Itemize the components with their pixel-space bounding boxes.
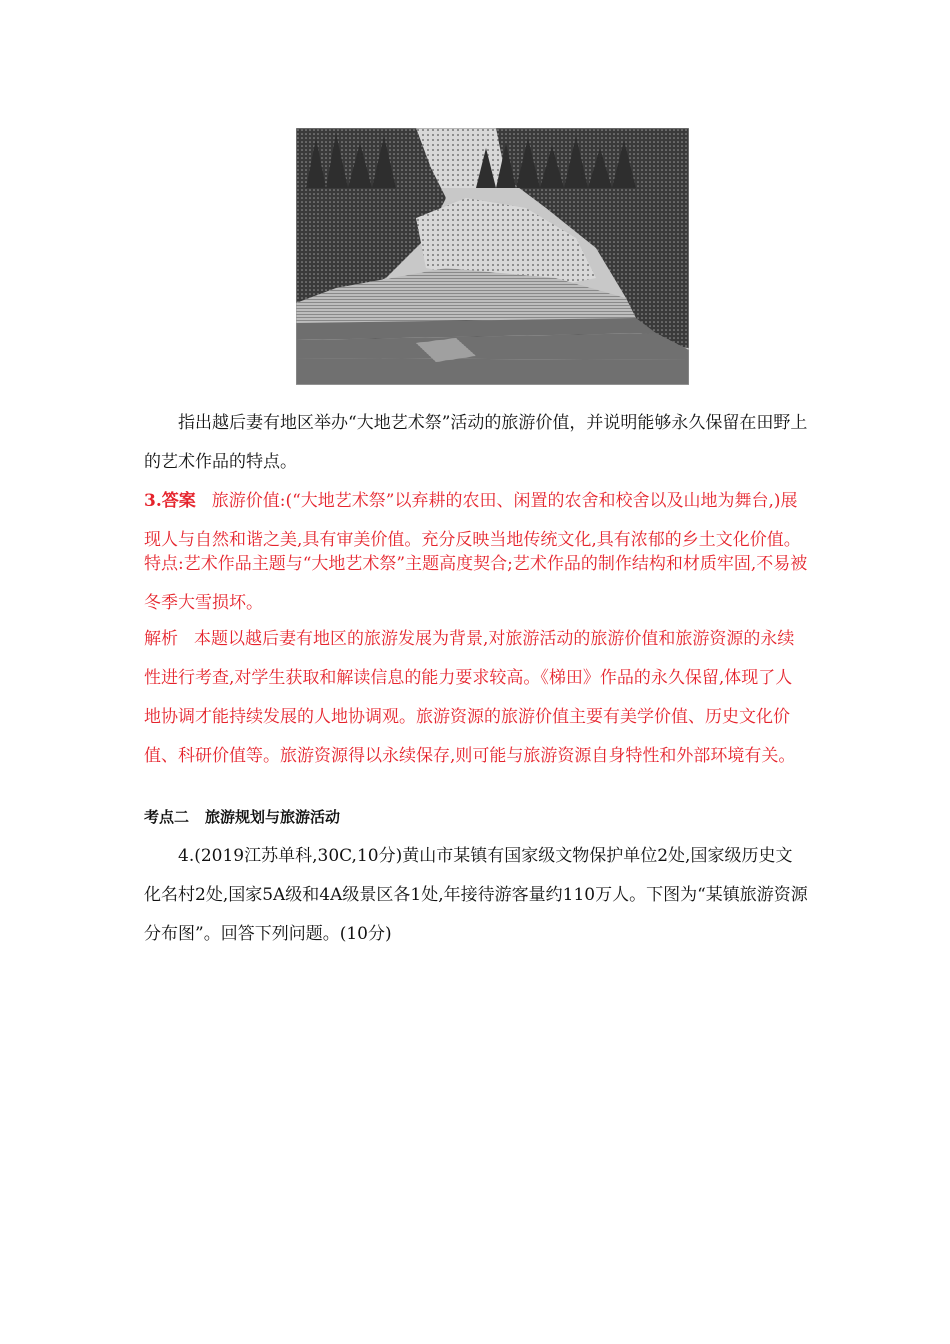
answer-text-value: 旅游价值:(“大地艺术祭”以弃耕的农田、闲置的农舍和校舍以及山地为舞台,)展现人与自然和谐之美,具有审美价值。充分反映当地传统文化,具有浓郁的乡土文化价值。 [144, 491, 801, 550]
section-heading [144, 806, 340, 827]
answer-features: 特点:艺术作品主题与“大地艺术祭”主题高度契合;艺术作品的制作结构和材质牢固,不易被冬季大雪损坏。 [144, 554, 808, 613]
analysis-text: 本题以越后妻有地区的旅游发展为背景,对旅游活动的旅游价值和旅游资源的永续性进行考查,对学生获取和解读信息的能力要求较高。《梯田》作品的永久保留,体现了人地协调才能持续发展的人地协调观。旅游资源的旅游价值主要有美学价值、历史文化价值、科研价值等。旅游资源得以永续保存,则可能与旅游资源自身特性和外部环境有关。 [144, 629, 796, 766]
answer-label: 3.答案 [144, 491, 196, 511]
question-4: 4.(2019江苏单科,30C,10分)黄山市某镇有国家级文物保护单位2处,国家级历史文化名村2处,国家5A级和4A级景区各1处,年接待游客量约110万人。下图为“某镇旅游资源分布图”。回答下列问题。(10分) [144, 846, 808, 944]
section-title: 旅游规划与旅游活动 [205, 808, 341, 826]
section-label: 考点二 [144, 808, 190, 826]
question-prompt: 指出越后妻有地区举办“大地艺术祭”活动的旅游价值，并说明能够永久保留在田野上的艺术作品的特点。 [144, 413, 808, 472]
analysis-label: 解析 [144, 629, 178, 649]
analysis-block [144, 620, 808, 776]
rice-terrace-photo [296, 128, 689, 385]
